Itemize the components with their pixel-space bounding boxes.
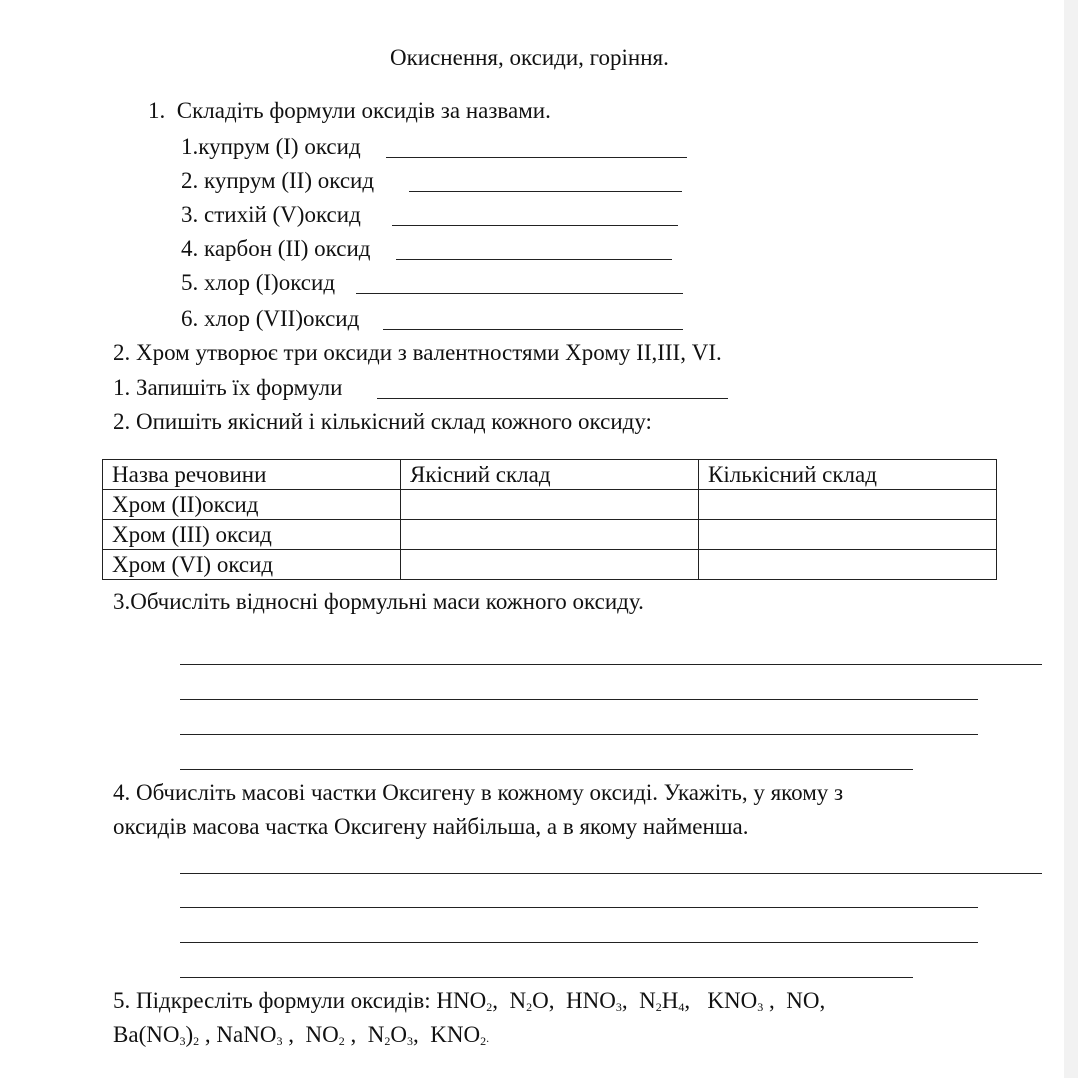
formula[interactable]: $KNO_3$ (707, 988, 764, 1014)
table-cell-quantitative[interactable] (699, 490, 997, 520)
table-cell-quantitative[interactable] (699, 550, 997, 580)
table-header-cell: Кількісний склад (699, 460, 997, 490)
task1-item-5: 5. хлор (І)оксид (181, 270, 336, 295)
page-title: Окиснення, оксиди, горіння. (390, 45, 669, 70)
formula[interactable]: $N_2H_4$ (639, 988, 685, 1014)
composition-table (102, 459, 997, 580)
task2-sub2: 2. Опишіть якісний і кількісний склад кожного оксиду: (113, 409, 652, 434)
answer-line[interactable] (386, 157, 687, 158)
table-cell-qualitative[interactable] (401, 550, 699, 580)
formula[interactable]: $HNO_2$ (436, 988, 493, 1014)
table-row (103, 520, 997, 550)
task1-item-6: 6. хлор (VІІ)оксид (181, 306, 360, 331)
table-cell-name: Хром (ІІ)оксид (103, 490, 401, 520)
task1-item-4: 4. карбон (ІІ) оксид (181, 236, 371, 261)
table-header-row (103, 460, 997, 490)
answer-line[interactable] (180, 942, 978, 943)
formula[interactable]: $N_2O$ (509, 988, 549, 1014)
task5-line2: $Ba(NO_3)_2$ , NaNO$_3$ , $NO_2$ , $N_2O_3$, $KNO_2$. (113, 1022, 490, 1048)
task2-sub1: 1. Запишіть їх формули (113, 375, 343, 400)
answer-line[interactable] (180, 699, 978, 700)
table-header-cell: Назва речовини (103, 460, 401, 490)
table-header-cell: Якісний склад (401, 460, 699, 490)
task5-line1: 5. Підкресліть формули оксидів: $HNO_2$, $N_2O$, $HNO_3$, $N_2H_4$, $KNO_3$ , NO, (113, 988, 826, 1014)
task2-heading: 2. Хром утворює три оксиди з валентностями Хрому ІІ,ІІІ, VІ. (113, 340, 722, 365)
task1-item-2: 2. купрум (ІІ) оксид (181, 168, 375, 193)
formula[interactable]: $KNO_2$ (430, 1022, 487, 1048)
answer-line[interactable] (356, 293, 683, 294)
table-cell-name: Хром (VІ) оксид (103, 550, 401, 580)
answer-line[interactable] (396, 259, 672, 260)
task1-item-3: 3. стихій (V)оксид (181, 202, 361, 227)
answer-line[interactable] (180, 769, 913, 770)
task4-line1: 4. Обчисліть масові частки Оксигену в кожному оксиді. Укажіть, у якому з (113, 780, 844, 805)
table-row (103, 490, 997, 520)
answer-line[interactable] (377, 398, 728, 399)
answer-line[interactable] (383, 329, 683, 330)
table-cell-qualitative[interactable] (401, 520, 699, 550)
table-row (103, 550, 997, 580)
answer-line[interactable] (180, 664, 1042, 665)
period: . (486, 1031, 490, 1045)
formula[interactable]: $Ba(NO_3)_2$ (113, 1022, 200, 1048)
formula[interactable]: $N_2O_3$ (367, 1022, 413, 1048)
task1-item-1: 1.купрум (І) оксид (181, 134, 361, 159)
table-cell-qualitative[interactable] (401, 490, 699, 520)
formula[interactable]: NaNO$_3$ (216, 1022, 283, 1048)
task5-label: 5. Підкресліть формули оксидів: (113, 988, 431, 1013)
task3-text: 3.Обчисліть відносні формульні маси кожного оксиду. (113, 589, 644, 614)
formula[interactable]: $NO_2$ (305, 1022, 345, 1048)
formula[interactable]: $HNO_3$ (566, 988, 622, 1014)
answer-line[interactable] (180, 873, 1042, 874)
task4-line2: оксидів масова частка Оксигену найбільша, а в якому найменша. (113, 814, 749, 839)
answer-line[interactable] (180, 734, 978, 735)
answer-line[interactable] (409, 191, 682, 192)
formula[interactable]: NO (786, 988, 820, 1013)
answer-line[interactable] (392, 225, 678, 226)
answer-line[interactable] (180, 977, 913, 978)
task1-heading: 1. Складіть формули оксидів за назвами. (148, 98, 551, 123)
answer-line[interactable] (180, 907, 978, 908)
table-cell-name: Хром (ІІІ) оксид (103, 520, 401, 550)
table-cell-quantitative[interactable] (699, 520, 997, 550)
